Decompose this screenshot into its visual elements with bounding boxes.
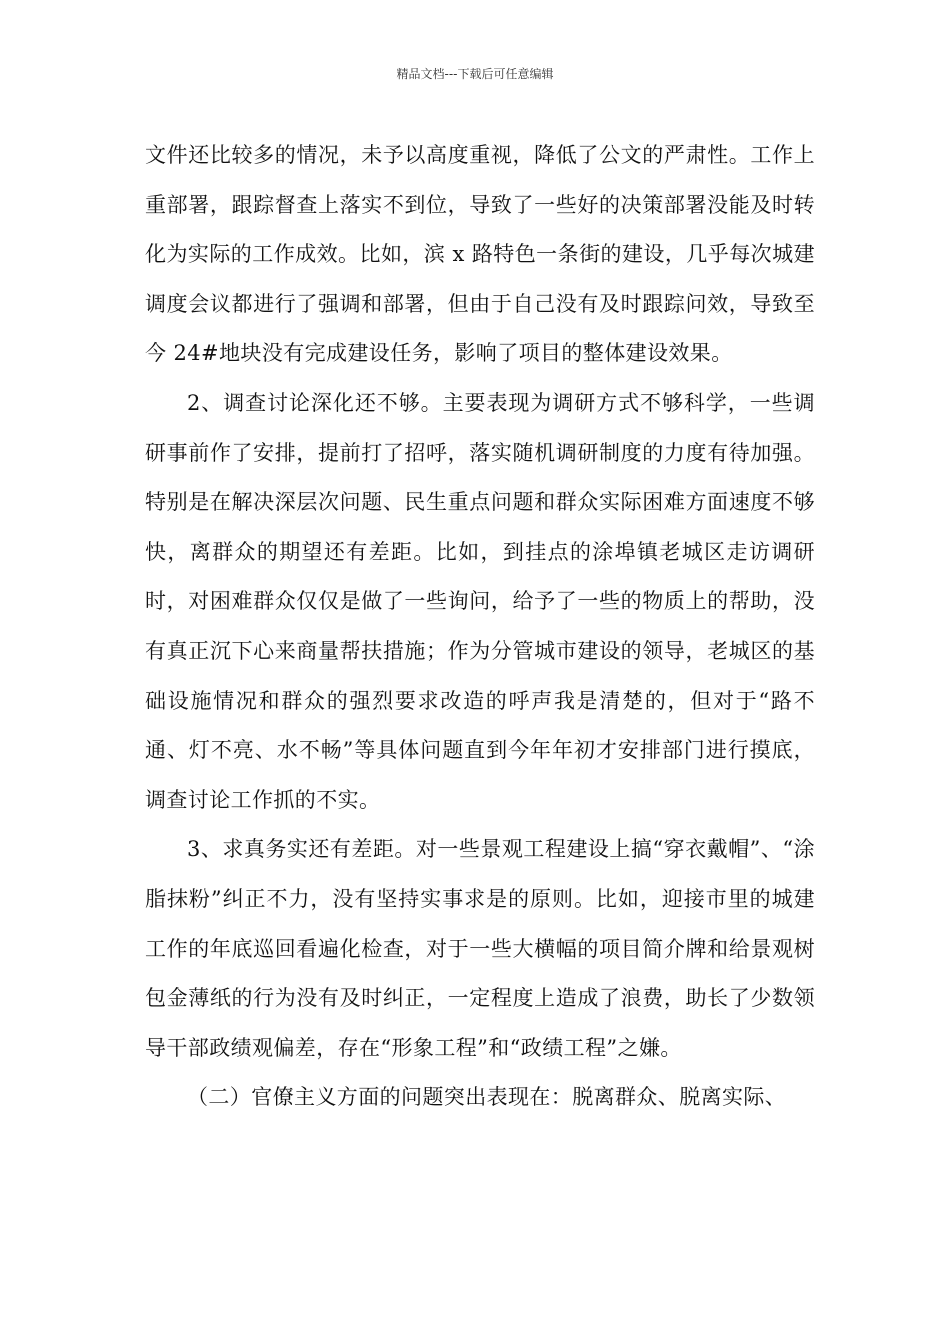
- document-body: [145, 131, 815, 1123]
- paragraph-continuation: 文件还比较多的情况，未予以高度重视，降低了公文的严肃性。工作上重部署，跟踪督查上落实不到位，导致了一些好的决策部署没能及时转化为实际的工作成效。比如，滨 x 路特色一条街的建设，几乎每次城建调度会议都进行了强调和部署，但由于自己没有及时跟踪问效，导致至今 24#地块没有完成建设任务，影响了项目的整体建设效果。: [145, 143, 815, 366]
- paragraph-point-3: 3、求真务实还有差距。对一些景观工程建设上搞“穿衣戴帽”、“涂脂抹粉”纠正不力，没有坚持实事求是的原则。比如，迎接市里的城建工作的年底巡回看遍化检查，对于一些大横幅的项目简介牌和给景观树包金薄纸的行为没有及时纠正，一定程度上造成了浪费，助长了少数领导干部政绩观偏差，存在“形象工程”和“政绩工程”之嫌。: [145, 837, 815, 1060]
- paragraph-section-2: （二）官僚主义方面的问题突出表现在：脱离群众、脱离实际、: [187, 1085, 787, 1110]
- page-header: 精品文档---下载后可任意编辑: [396, 67, 554, 81]
- paragraph-point-2: 2、调查讨论深化还不够。主要表现为调研方式不够科学，一些调研事前作了安排，提前打了招呼，落实随机调研制度的力度有待加强。特别是在解决深层次问题、民生重点问题和群众实际困难方面速度不够快，离群众的期望还有差距。比如，到挂点的涂埠镇老城区走访调研时，对困难群众仅仅是做了一些询问，给予了一些的物质上的帮助，没有真正沉下心来商量帮扶措施；作为分管城市建设的领导，老城区的基础设施情况和群众的强烈要求改造的呼声我是清楚的，但对于“路不通、灯不亮、水不畅”等具体问题直到今年年初才安排部门进行摸底，调查讨论工作抓的不实。: [145, 390, 815, 812]
